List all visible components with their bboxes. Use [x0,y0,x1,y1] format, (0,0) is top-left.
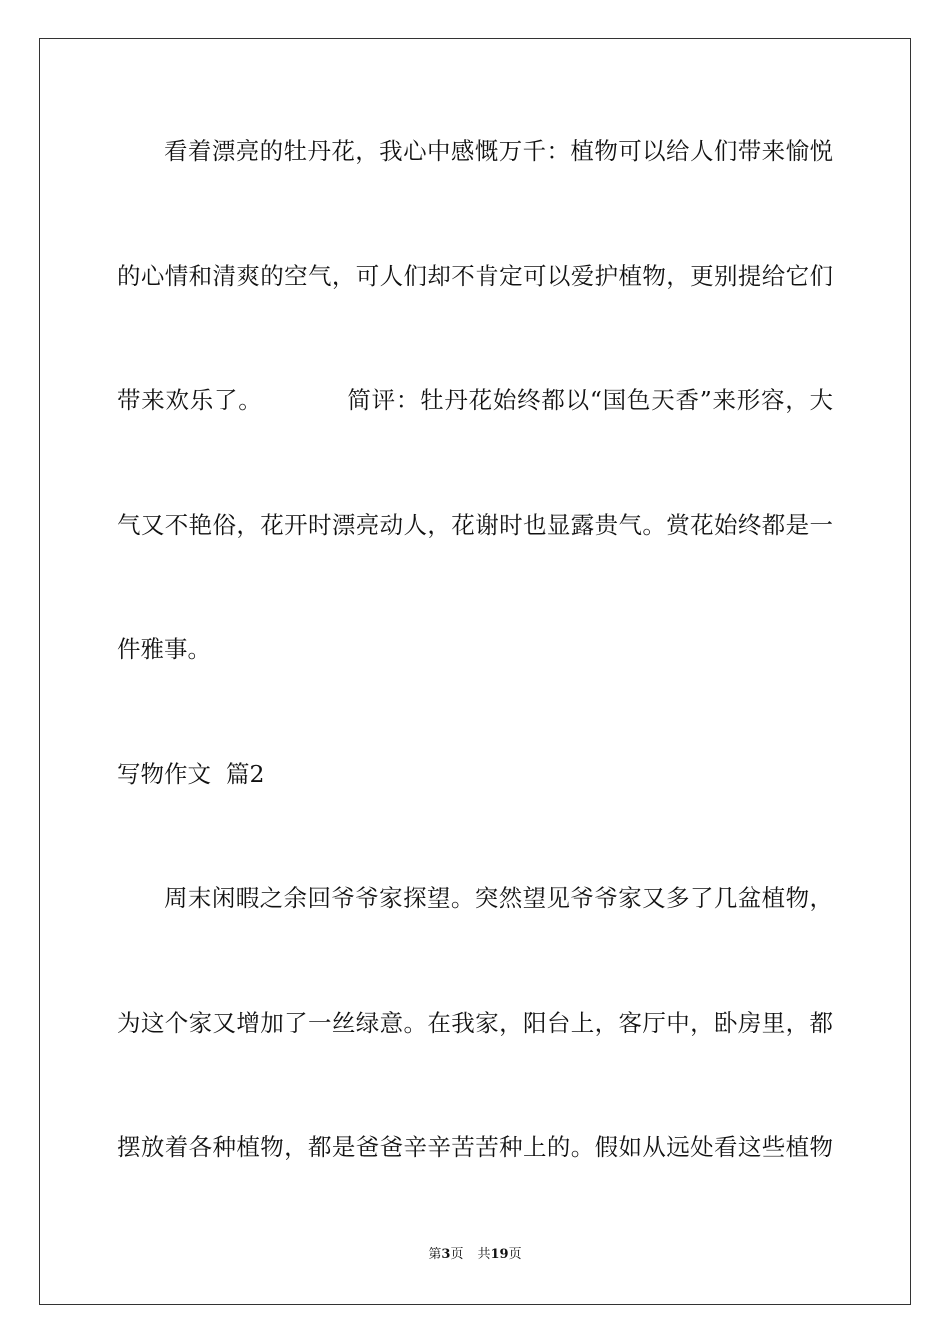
paragraph-line-8: 摆放着各种植物，都是爸爸辛辛苦苦种上的。假如从远处看这些植物 [117,1133,833,1161]
page-footer [0,1246,950,1264]
paragraph-line-7: 为这个家又增加了一丝绿意。在我家，阳台上，客厅中，卧房里，都 [117,1009,833,1037]
footer-total-prefix: 共 [477,1247,491,1262]
section-heading: 写物作文 篇2 [117,760,265,788]
footer-page-current: 3 [441,1247,451,1262]
paragraph-line-5: 件雅事。 [117,635,211,663]
paragraph-line-4: 气又不艳俗，花开时漂亮动人，花谢时也显露贵气。赏花始终都是一 [117,511,833,539]
paragraph-line-3 [117,383,833,417]
footer-page-prefix: 第 [428,1247,442,1262]
footer-page-total: 19 [490,1247,509,1262]
paragraph-line-6: 周末闲暇之余回爷爷家探望。突然望见爷爷家又多了几盆植物， [164,884,833,912]
paragraph-line-1: 看着漂亮的牡丹花，我心中感慨万千：植物可以给人们带来愉悦 [164,137,833,165]
paragraph-line-3-start: 带来欢乐了。 [117,386,263,414]
footer-total-suffix: 页 [508,1247,522,1262]
page-border [39,38,911,1305]
footer-page-suffix: 页 [450,1247,464,1262]
paragraph-line-2: 的心情和清爽的空气，可人们却不肯定可以爱护植物，更别提给它们 [117,262,833,290]
commentary-text: 简评：牡丹花始终都以“国色天香”来形容，大 [346,386,834,414]
